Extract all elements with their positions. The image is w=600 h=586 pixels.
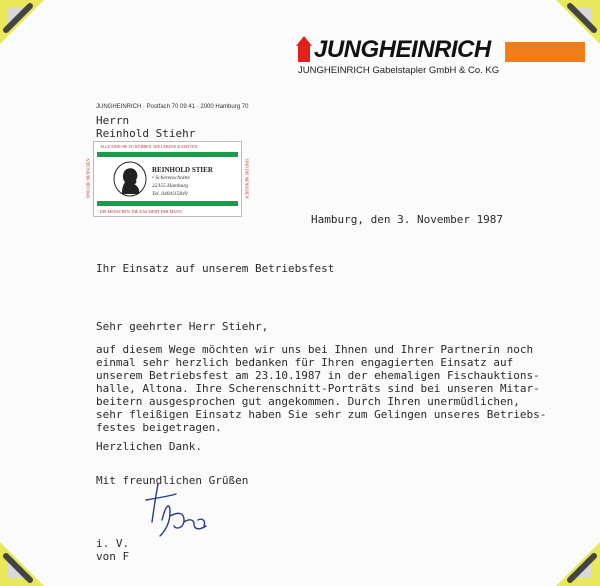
- stamp-border-text-left: SIND DIE MENSCHEN: [85, 158, 91, 199]
- silhouette-portrait-icon: [112, 160, 148, 198]
- top-left-photo-corner: [0, 0, 56, 56]
- stamp-border-text-top: ALLE SIND SIE ZU RÜHREN, DIE LEBENS SCHATTEN: [100, 144, 198, 149]
- body-line: einmal sehr herzlich bedanken für Ihren engagierten Einsatz auf: [96, 356, 514, 369]
- body-line: unserem Betriebsfest am 23.10.1987 in der ehemaligen Fischauktions-: [96, 369, 540, 382]
- stamp-green-band-bottom: [97, 201, 238, 206]
- body-line: beitern ausgesprochen gut angekommen. Durch Ihren unermüdlichen,: [96, 395, 520, 408]
- stamp-border-text-bottom: DIE MENSCHEN, DIE DAS SIEHT DER MANN: [100, 209, 182, 214]
- recipient-salutation: Herrn: [96, 114, 130, 127]
- body-line: sehr fleißigen Einsatz haben Sie sehr zum Gelingen unseres Betriebs-: [96, 408, 547, 421]
- subject-line: Ihr Einsatz auf unserem Betriebsfest: [96, 262, 335, 275]
- signoff-line-1: i. V.: [96, 537, 130, 550]
- bottom-right-photo-corner: [544, 530, 600, 586]
- stamp-line-3: Tel. 040/615849: [152, 191, 188, 197]
- company-subline: JUNGHEINRICH Gabelstapler GmbH & Co. KG: [298, 65, 500, 76]
- stamp-border-text-right: SIND DIE MENSCHEN: [244, 158, 250, 199]
- stamp-name: REINHOLD STIER: [152, 166, 213, 174]
- stamp-line-1: • Scherenschnitte: [152, 175, 190, 181]
- body-line: halle, Altona. Ihre Scherenschnitt-Porträts sind bei unseren Mitar-: [96, 382, 540, 395]
- thanks-line: Herzlichen Dank.: [96, 440, 202, 453]
- company-name: JUNGHEINRICH: [314, 36, 491, 63]
- recipient-name: Reinhold Stiehr: [96, 127, 196, 140]
- closing-line: Mit freundlichen Grüßen: [96, 474, 249, 487]
- bottom-left-photo-corner: [0, 530, 56, 586]
- sender-address-line: JUNGHEINRICH · Postfach 70 09 41 · 2000 Hamburg 70: [96, 104, 249, 110]
- logo-accent-bar: [505, 42, 585, 62]
- body-line: festes beigetragen.: [96, 421, 222, 434]
- date-line: Hamburg, den 3. November 1987: [311, 213, 504, 226]
- handwritten-signature: [140, 482, 220, 542]
- greeting: Sehr geehrter Herr Stiehr,: [96, 320, 269, 333]
- stamp-line-2: 22355 Hamburg: [152, 183, 189, 189]
- signoff-line-2: von F: [96, 550, 130, 563]
- address-stamp: [85, 141, 250, 217]
- body-line: auf diesem Wege möchten wir uns bei Ihnen und Ihrer Partnerin noch: [96, 343, 534, 356]
- stamp-green-band-top: [97, 152, 238, 157]
